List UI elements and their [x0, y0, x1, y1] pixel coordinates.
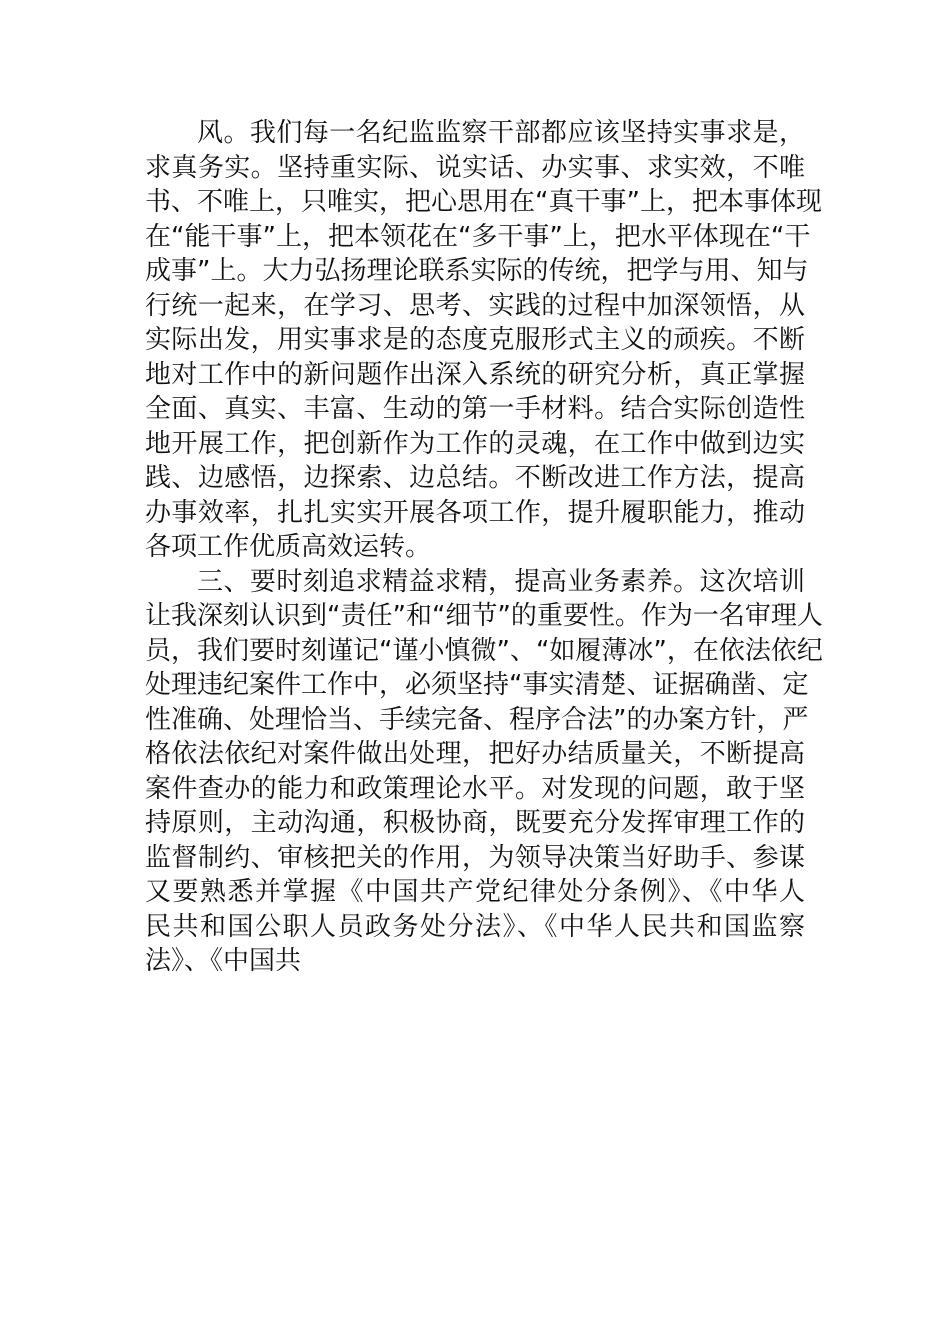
text-line: 监督制约、审核把关的作用，为领导决策当好助手、参谋 — [145, 842, 805, 873]
text-line: 处理违纪案件工作中，必须坚持“事实清楚、证据确凿、定 — [145, 670, 809, 700]
document-body — [145, 116, 823, 979]
text-line: 地对工作中的新问题作出深入系统的研究分析，真正掌握 — [145, 359, 805, 390]
paragraph-1 — [145, 116, 822, 565]
paragraph-2 — [145, 565, 823, 979]
text-line: 践、边感悟，边探索、边总结。不断改进工作方法，提高 — [145, 463, 805, 493]
text-line: 全面、真实、丰富、生动的第一手材料。结合实际创造性 — [145, 394, 805, 424]
text-line: 各项工作优质高效运转。 — [145, 532, 432, 562]
text-line: 让我深刻认识到“责任”和“细节”的重要性。作为一名审理人 — [145, 601, 823, 631]
text-line: 案件查办的能力和政策理论水平。对发现的问题，敢于坚 — [145, 773, 805, 804]
text-line: 持原则，主动沟通，积极协商，既要充分发挥审理工作的 — [145, 808, 805, 838]
text-line: 又要熟悉并掌握《中国共产党纪律处分条例》、《中华人 — [145, 877, 805, 907]
text-line: 性准确、处理恰当、手续完备、程序合法”的办案方针，严 — [145, 704, 809, 735]
text-line: 风。我们每一名纪监监察干部都应该坚持实事求是， — [197, 118, 805, 148]
text-line: 地开展工作，把创新作为工作的灵魂，在工作中做到边实 — [145, 428, 805, 459]
text-line: 成事”上。大力弘扬理论联系实际的传统，把学与用、知与 — [145, 256, 809, 286]
text-line: 民共和国公职人员政务处分法》、《中华人民共和国监察 — [145, 911, 805, 942]
text-line: 行统一起来，在学习、思考、实践的过程中加深领悟，从 — [145, 290, 805, 321]
text-line: 求真务实。坚持重实际、说实话、办实事、求实效，不唯 — [145, 152, 805, 183]
text-line: 实际出发，用实事求是的态度克服形式主义的顽疾。不断 — [145, 325, 805, 355]
text-line: 格依法依纪对案件做出处理，把好办结质量关，不断提高 — [145, 739, 805, 769]
text-line: 法》、《中国共 — [145, 946, 302, 976]
text-line: 书、不唯上，只唯实，把心思用在“真干事”上，把本事体现 — [145, 187, 822, 217]
text-line: 员，我们要时刻谨记“谨小慎微”、“如履薄冰”，在依法依纪 — [145, 635, 823, 666]
text-line: 三、要时刻追求精益求精，提高业务素养。这次培训 — [197, 566, 805, 597]
text-line: 在“能干事”上，把本领花在“多干事”上，把水平体现在“干 — [145, 221, 811, 252]
text-line: 办事效率，扎扎实实开展各项工作，提升履职能力，推动 — [145, 497, 805, 528]
